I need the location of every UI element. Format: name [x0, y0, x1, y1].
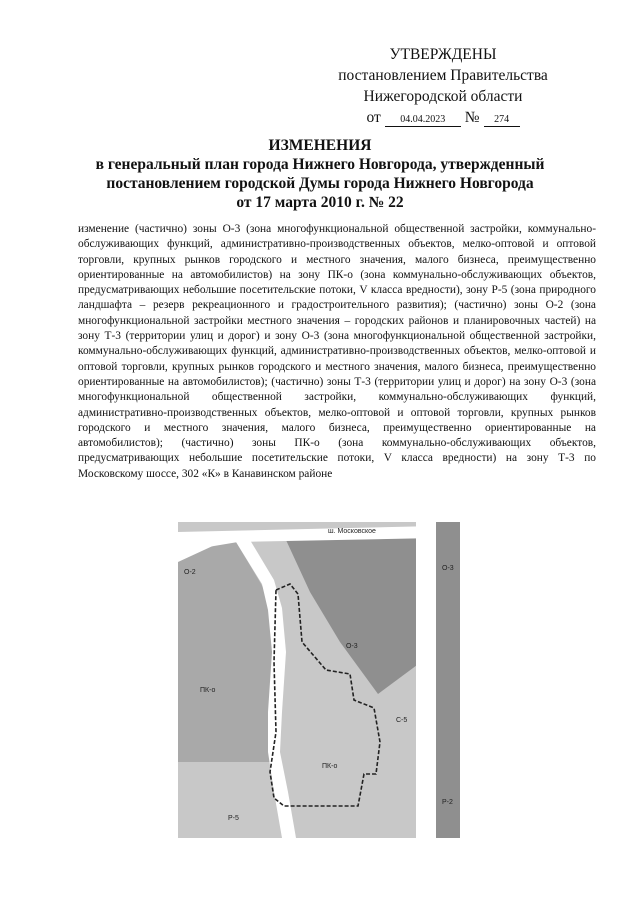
approval-stamp [338, 44, 548, 128]
title-line-2: в генеральный план города Нижнего Новгорода, утвержденный [95, 156, 545, 173]
zone-label-pk-left: ПК-о [200, 687, 216, 694]
title-line-4: от 17 марта 2010 г. № 22 [236, 194, 404, 211]
zone-label-c5: С-5 [396, 717, 408, 724]
zoning-map-svg [178, 522, 460, 838]
zone-label-p2: Р-2 [442, 799, 453, 806]
zone-label-o3-right: О-3 [442, 565, 454, 572]
approval-number-sign: № [464, 109, 480, 126]
approval-date: 04.04.2023 [385, 114, 461, 127]
zone-label-o2-left: О-2 [184, 569, 196, 576]
approval-line-2: Нижегородской области [363, 88, 523, 105]
zone-label-p5: Р-5 [228, 815, 239, 822]
zone-label-o3-center: О-3 [346, 643, 358, 650]
title-line-3: постановлением городской Думы города Нижнего Новгорода [106, 175, 534, 192]
street-label: ш. Московское [328, 528, 376, 535]
zone-label-pk-center: ПК-о [322, 763, 338, 770]
zoning-map [178, 522, 460, 838]
body-paragraph: изменение (частично) зоны О-3 (зона многофункциональной общественной застройки, коммунально-обслуживающих функций, административно-производственных объектов, мелко-оптовой и оптовой торговли, крупных рынков городского и местного значения, малого бизнеса, преимущественно ориентированные на автомобилистов) на зону ПК-о (зона коммунально-обслуживающих объектов, предусматривающих небольшие посетительские потоки, V класса вредности), зону Р-5 (зона природного ландшафта – резерв рекреационного и градостроительного развития); (частично) зоны О-2 (зона многофункциональной застройки местного значения – городских районов и планировочных частей) на зону Т-3 (территории улиц и дорог) и зону О-3 (зона многофункциональной общественной застройки, коммунально-обслуживающих функций, административно-производственных объектов, мелко-оптовой и оптовой торговли, крупных рынков городского и местного значения, малого бизнеса, преимущественно ориентированные на автомобилистов); (частично) зоны Т-3 (территории улиц и дорог) на зону О-3 (зона многофункциональной общественной застройки, коммунально-обслуживающих функций, административно-производственных объектов, мелко-оптовой и оптовой торговли, крупных рынков городского и местного значения, малого бизнеса, преимущественно ориентированные на автомобилистов); (частично) зоны ПК-о (зона коммунально-обслуживающих объектов, предусматривающих небольшие посетительские потоки, V класса вредности) на зону Т-3 по Московскому шоссе, 302 «К» в Канавинском районе [78, 223, 596, 480]
document-title [60, 136, 580, 212]
approval-line-1: постановлением Правительства [338, 67, 548, 84]
title-line-1: ИЗМЕНЕНИЯ [268, 137, 372, 154]
approval-date-line [338, 107, 548, 128]
road-right [416, 522, 436, 838]
approval-number: 274 [484, 114, 520, 127]
approval-date-prefix: от [366, 109, 381, 126]
approval-heading: УТВЕРЖДЕНЫ [389, 46, 497, 63]
